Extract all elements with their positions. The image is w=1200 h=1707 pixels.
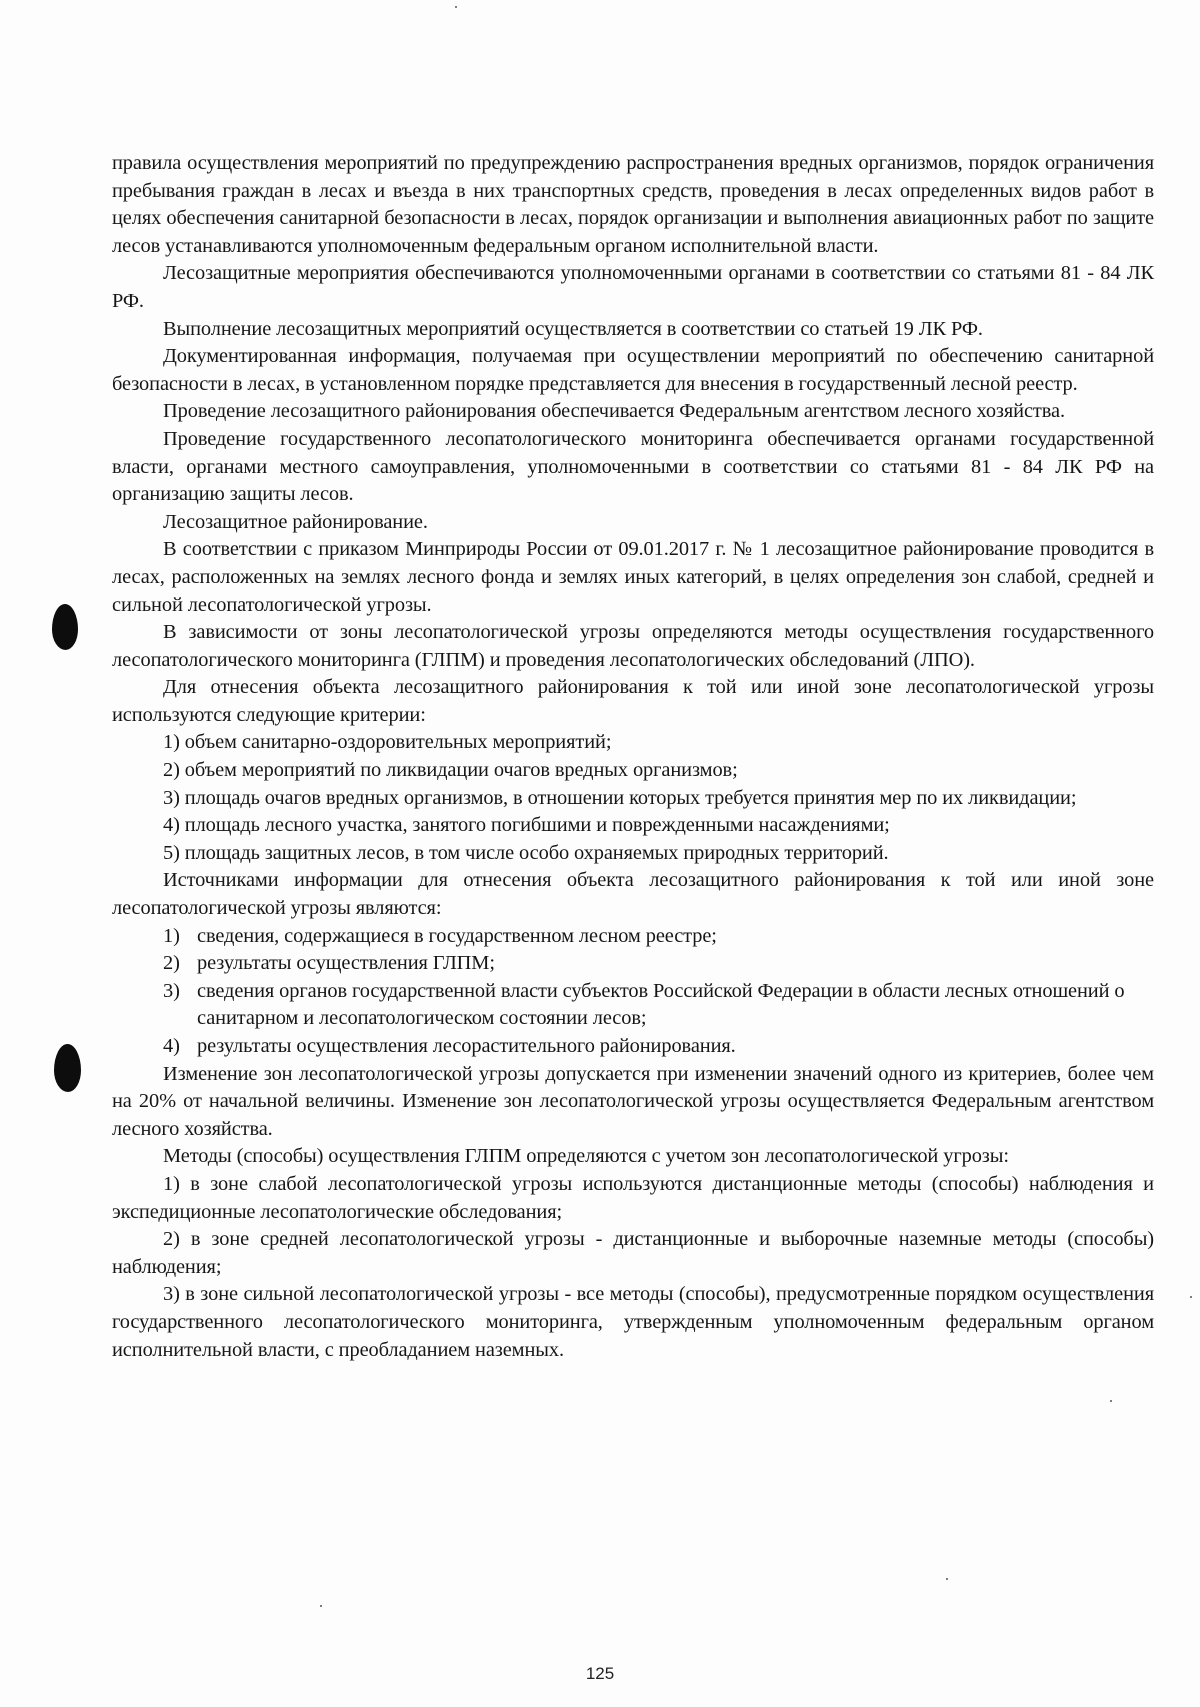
paragraph: Документированная информация, получаемая при осуществлении мероприятий по обеспечению санитарной безопасности в лесах, в установленном порядке представляется для внесения в государственный лесной реестр. [112,345,1154,395]
paragraph: В соответствии с приказом Минприроды России от 09.01.2017 г. № 1 лесозащитное районирование проводится в лесах, расположенных на землях лесного фонда и землях иных категорий, в целях определения зон слабой, средней и сильной лесопатологической угрозы. [112,538,1154,616]
list-item [112,923,1154,951]
scan-speck [946,1578,948,1580]
paragraph: Лесозащитные мероприятия обеспечиваются уполномоченными органами в соответствии со статьями 81 - 84 ЛК РФ. [112,262,1154,312]
criteria-item: 5) площадь защитных лесов, в том числе особо охраняемых природных территорий. [163,841,889,864]
punch-hole-mark [52,604,78,650]
punch-hole-mark [54,1044,81,1092]
method-item: 2) в зоне средней лесопатологической угрозы - дистанционные и выборочные наземные методы (способы) наблюдения; [112,1228,1154,1278]
paragraph: Для отнесения объекта лесозащитного районирования к той или иной зоне лесопатологической угрозы используются следующие критерии: [112,676,1154,726]
criteria-item: 1) объем санитарно-оздоровительных мероприятий; [163,731,612,754]
section-heading: Лесозащитное районирование. [163,510,428,533]
list-item [112,978,1154,1033]
document-body [112,150,1154,1364]
sources-list [112,923,1154,1061]
list-item [112,1033,1154,1061]
paragraph: правила осуществления мероприятий по предупреждению распространения вредных организмов, порядок ограничения пребывания граждан в лесах и въезда в них транспортных средств, проведения в лесах определенных видов работ в целях обеспечения санитарной безопасности в лесах, порядок организации и выполнения авиационных работ по защите лесов устанавливаются уполномоченным федеральным органом исполнительной власти. [112,152,1154,257]
paragraph: В зависимости от зоны лесопатологической угрозы определяются методы осуществления государственного лесопатологического мониторинга (ГЛПМ) и проведения лесопатологических обследований (ЛПО). [112,621,1154,671]
list-item-text: сведения органов государственной власти субъектов Российской Федерации в области лесных отношений о санитарном и лесопатологическом состоянии лесов; [197,979,1125,1030]
paragraph: Методы (способы) осуществления ГЛПМ определяются с учетом зон лесопатологической угрозы: [163,1145,1009,1168]
paragraph: Изменение зон лесопатологической угрозы допускается при изменении значений одного из критериев, более чем на 20% от начальной величины. Изменение зон лесопатологической угрозы осуществляется Федеральным агентством лесного хозяйства. [112,1062,1154,1140]
method-item: 1) в зоне слабой лесопатологической угрозы используются дистанционные методы (способы) наблюдения и экспедиционные лесопатологические обследования; [112,1172,1154,1223]
page-number: 125 [585,1664,615,1683]
method-item: 3) в зоне сильной лесопатологической угрозы - все методы (способы), предусмотренные порядком осуществления государственного лесопатологического мониторинга, утвержденным уполномоченным федеральным органом исполнительной власти, с преобладанием наземных. [112,1283,1154,1361]
scan-speck [455,6,457,8]
paragraph: Выполнение лесозащитных мероприятий осуществляется в соответствии со статьей 19 ЛК РФ. [163,317,983,340]
paragraph: Проведение государственного лесопатологического мониторинга обеспечивается органами государственной власти, органами местного самоуправления, уполномоченными в соответствии со статьями 81 - 84 ЛК РФ на организацию защиты лесов. [112,427,1154,506]
paragraph: Проведение лесозащитного районирования обеспечивается Федеральным агентством лесного хозяйства. [163,400,1065,423]
list-item-number: 1) [163,924,180,947]
scan-speck [320,1605,322,1607]
list-item-text: сведения, содержащиеся в государственном лесном реестре; [197,924,717,947]
list-item-number: 3) [163,979,180,1002]
criteria-item: 3) площадь очагов вредных организмов, в отношении которых требуется принятия мер по их ликвидации; [163,786,1077,809]
list-item-number: 4) [163,1035,180,1057]
list-item [112,950,1154,978]
paragraph: Источниками информации для отнесения объекта лесозащитного районирования к той или иной зоне лесопатологической угрозы являются: [112,869,1154,920]
scan-speck [1190,1296,1192,1298]
list-item-number: 2) [163,952,180,975]
list-item-text: результаты осуществления лесорастительного районирования. [197,1035,736,1057]
criteria-item: 4) площадь лесного участка, занятого погибшими и поврежденными насаждениями; [163,814,890,837]
criteria-item: 2) объем мероприятий по ликвидации очагов вредных организмов; [163,759,738,782]
list-item-text: результаты осуществления ГЛПМ; [197,952,495,975]
scan-speck [1110,1400,1112,1402]
